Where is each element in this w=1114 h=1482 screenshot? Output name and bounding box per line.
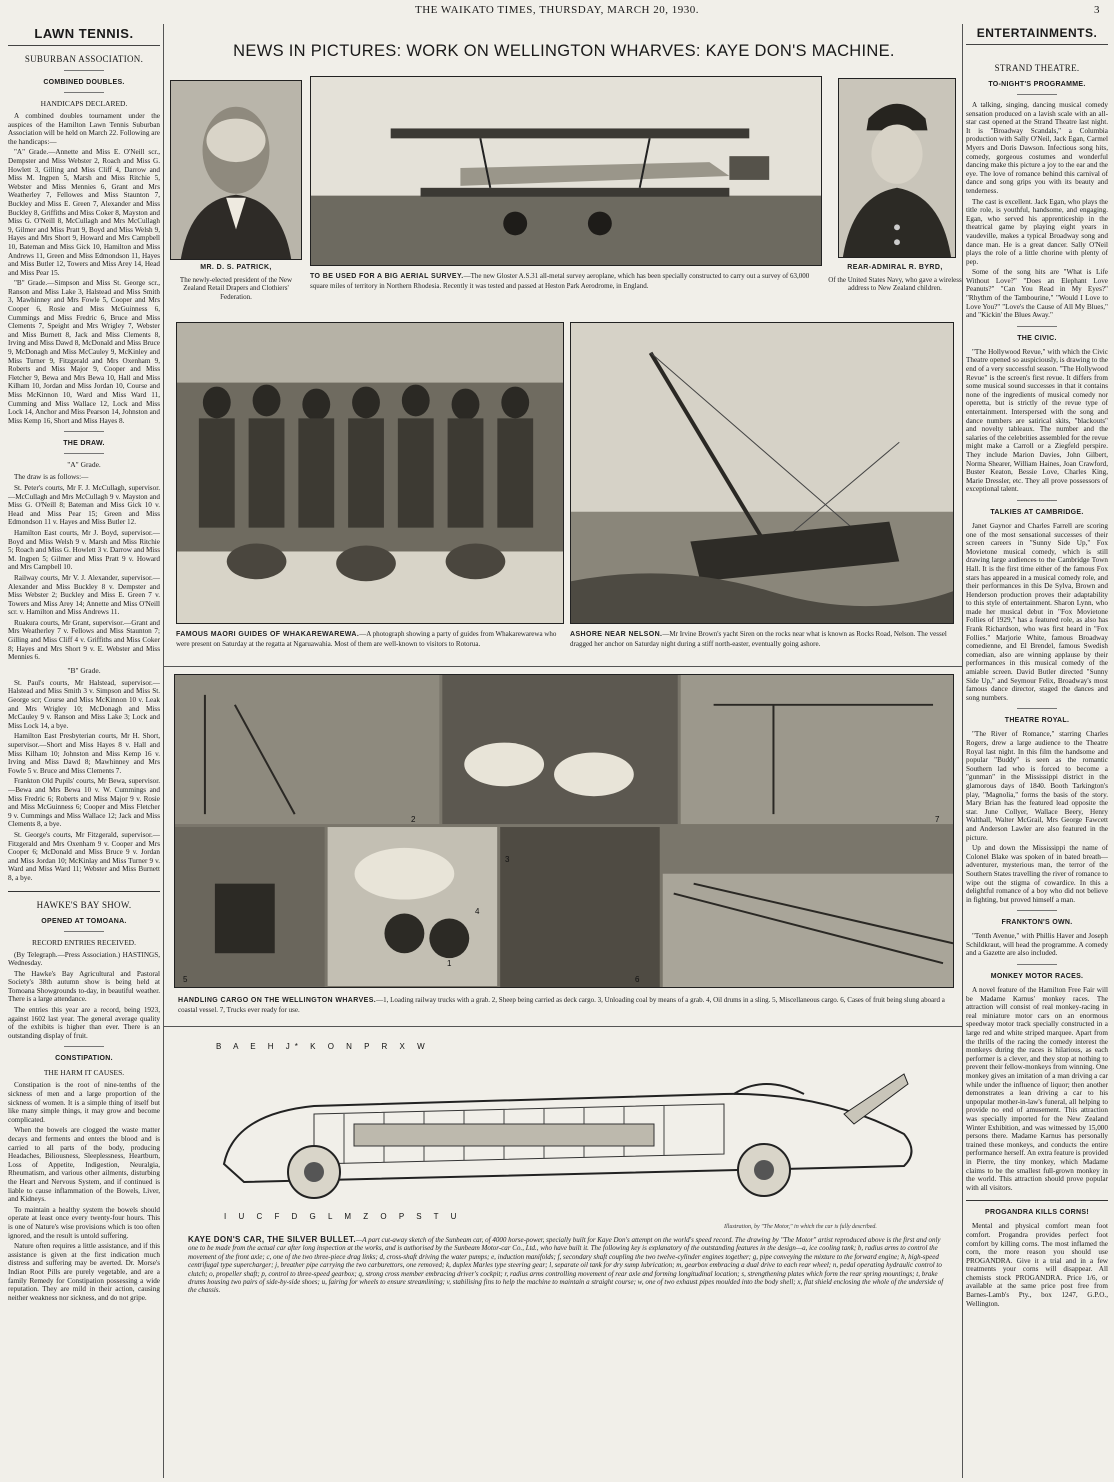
- car-key-letters-bottom: I U C F D G L M Z O P S T U: [224, 1212, 462, 1221]
- divider: [1017, 500, 1057, 501]
- divider: [8, 891, 160, 892]
- article-paragraph: (By Telegraph.—Press Association.) HASTINGS, Wednesday.: [8, 950, 160, 968]
- handicaps-subhead: HANDICAPS DECLARED.: [40, 99, 128, 108]
- article-paragraph: Hamilton East courts, Mr J. Boyd, supervisor.—Boyd and Miss Welsh 9 v. Marsh and Miss Ritchie 5; Roach and Miss G. Howlett 3 v. Darrow and Miss M. Ingpen 5; Gilmer and Miss Pratt 9 v. Howard and Mrs Campbell 10.: [8, 528, 160, 572]
- illustration-credit: Illustration, by "The Motor," in which the car is fully described.: [724, 1224, 877, 1230]
- car-caption-text: —A part cut-away sketch of the Sunbeam car, of 4000 horse-power, specially built for Kaye Don's attempt on the world's speed record. The drawing by "The Motor" artist reproduced above is the first and only one to be made from the actual car after long inspection at the works, and is authorised by the Sunbeam Motor-car Co., Ltd., who have built it. The following key is explanatory of the outstanding features in the design—a, ice cooling tank; b, radius arms to control the movement of the front axle; c, one of the two three-piece drag links; d, cross-shaft driving the water pumps; e, induction manifolds; f, secondary shaft coupling the two twelve-cylinder engines together; g, pipe conveying the mixture to the forward engine; h, high-speed centrifugal type supercharger; j, breather pipe carrying the two carburettors, one removed; k, duplex Marles type steering gear; l, separate oil tank for dry sump lubrication; m, gearbox embracing a dual drive to each rear wheel; n, pedal operating hydraulic control to clutch; o, propeller shaft; p, control to three-speed gearbox; q, strong cross member embracing driver's cockpit; r, radius arms controlling movement of rear axle and forming longitudinal location; s, strengthening plates which form the rear spring mountings; t, brake drums housing two pairs of side-by-side shoes; u, fairing for wheels to ensure streamlining; v, stabilising fins to help the machine to maintain a straight course; w, one of two exhaust pipes moulded into the body shell; x, flat shield enclosing the whole of the underside of the chassis.: [188, 1236, 944, 1295]
- photo-number: 6: [635, 975, 640, 984]
- pictures-section: [163, 24, 963, 1478]
- aeroplane-caption: [310, 272, 822, 290]
- b-grade-subhead: "B" Grade.: [67, 665, 101, 675]
- franktons-own-heading: FRANKTON'S OWN.: [1001, 919, 1073, 927]
- right-column: [966, 24, 1108, 1478]
- divider: [64, 70, 104, 71]
- car-caption: [188, 1236, 952, 1295]
- photo-number: 2: [411, 815, 416, 824]
- patrick-caption: [170, 264, 302, 301]
- photo-number: 4: [475, 907, 480, 916]
- section-title: NEWS IN PICTURES: WORK ON WELLINGTON WHARVES: KAYE DON'S MACHINE.: [233, 42, 895, 60]
- divider: [64, 453, 104, 454]
- patrick-caption-text: The newly-elected president of the New Zealand Retail Drapers and Clothiers' Federation.: [179, 275, 293, 301]
- aeroplane-caption-heading: TO BE USED FOR A BIG AERIAL SURVEY.: [310, 273, 464, 280]
- aeroplane-caption-text: —The new Gloster A.S.31 all-metal survey aeroplane, which has been specially constructed to carry out a survey of 63,000 square miles of territory in Northern Rhodesia. Recently it was tested and passed at Heston Park Aerodrome, in England.: [310, 272, 810, 290]
- monkey-motor-races-heading: MONKEY MOTOR RACES.: [990, 973, 1084, 981]
- car-caption-heading: KAYE DON'S CAR, THE SILVER BULLET.: [188, 1235, 356, 1244]
- maori-guides-photo: [176, 322, 564, 624]
- article-paragraph: A novel feature of the Hamilton Free Fair will be Madame Karnus' monkey races. The attraction will consist of real monkey-racing in real miniature motor cars on an enormous speedway motor track specially constructed in a large red and white striped marquee. Apart from the thrills of the racing the comedy interest the monkeys during the races is hilarious, as each performer is a clever, and they stop at nothing to prevent their fellow-monkeys from winning. One monkey gives an imitation of a man driving a car while under the influence of liquor; then another demonstrates a lean driving a car to his unpopular mother-in-law's funeral, all helping to provide no end of amusement. This attraction was specially imported for the New Zealand Winter Exhibition, and was witnessed by 15,000 persons there. Madame Karnus has personally trained these monkeys, and conducts the entire performance herself. An extra feature is provided in Pierre, the tiny monkey, which Madame claims to be the smallest full-grown monkey in the world. This attraction should prove popular with all visitors.: [966, 986, 1108, 1192]
- divider: [1017, 326, 1057, 327]
- progandra-heading: PROGANDRA KILLS CORNS!: [985, 1209, 1089, 1217]
- article-paragraph: Mental and physical comfort mean foot comfort. Progandra provides perfect foot comfort by killing corns. The most inflamed the corn, the more reason you should use PROGANDRA. Give it a trial and in a few treatments your corns will disappear. All chemists stock PROGANDRA. Price 1/6, or available at the same price post free from Barnes-Lamb's Pty., box 1247, G.P.O., Wellington.: [966, 1222, 1108, 1308]
- divider: [64, 92, 104, 93]
- byrd-name: REAR-ADMIRAL R. BYRD,: [847, 264, 943, 271]
- wharf-caption-text: —1, Loading railway trucks with a grab. 2, Sheep being carried as deck cargo. 3, Unloading coal by means of a grab. 4, Oil drums in a sling. 5, Miscellaneous cargo. 6, Cases of fruit being slung aboard a coastal vessel. 7, Trucks ever ready for use.: [178, 996, 945, 1014]
- silver-bullet-drawing: [204, 1054, 924, 1210]
- hawkes-bay-heading: HAWKE'S BAY SHOW.: [36, 899, 132, 910]
- photo-number: 7: [935, 815, 940, 824]
- section-divider: [164, 1026, 963, 1027]
- theatre-royal-heading: THEATRE ROYAL.: [1004, 717, 1070, 725]
- divider: [1017, 94, 1057, 95]
- civic-heading: THE CIVIC.: [1017, 334, 1057, 342]
- article-paragraph: Up and down the Mississippi the name of Colonel Blake was spoken of in bated breath—adventurer, mysterious man, the terror of the Southern States travelling the river of romance to wipe out the stigma of cowardice. In this a delightful romance of a boy who did not believe in fighting, but proved himself a man.: [966, 844, 1108, 904]
- article-paragraph: St. George's courts, Mr Fitzgerald, supervisor.—Fitzgerald and Mrs Oxenham 9 v. Cooper and Mrs Cooper 6; McDonald and Miss Bruce 9 v. Jordan and Miss Jordan 10; McKinlay and Miss Turner 9 v. Ward and Miss Ward 11; Webster and Miss Burnett 8, a bye.: [8, 830, 160, 882]
- photo-number: 3: [505, 855, 510, 864]
- divider: [1017, 910, 1057, 911]
- article-paragraph: The draw is as follows:—: [14, 473, 89, 482]
- record-entries-subhead: RECORD ENTRIES RECEIVED.: [32, 937, 136, 947]
- divider: [1017, 708, 1057, 709]
- article-paragraph: A talking, singing, dancing musical comedy sensation produced on a lavish scale with an all-star cast opened at the Strand Theatre last night. It is "Broadway Scandals," a Columbia production with Sally O'Neil, Jack Egan, Carmel Myers and Doris Dawson. Infectious song hits, comedy, gorgeous costumes and wonderful dancing make this picture a joy to the ear and the eye. The love of romance behind this carnival of dance and song grips you with its beauty and tenderness.: [966, 101, 1108, 195]
- article-paragraph: When the bowels are clogged the waste matter decays and ferments and enters the blood and is carried to all parts of the body, producing Headaches, Biliousness, Sleeplessness, Heartburn, Loss of Appetite, Indigestion, Neuralgia, Rheumatism, and various other ailments, disturbing the Heart and Nervous System, and if continued is liable to cause inflammation of the Bowels, Liver, and Kidneys.: [8, 1126, 160, 1204]
- constipation-heading: CONSTIPATION.: [55, 1055, 113, 1063]
- car-key-letters-top: B A E H J* K O N P R X W: [216, 1042, 430, 1051]
- article-paragraph: "The Hollywood Revue," with which the Civic Theatre opened so auspiciously, is drawing to the end of a very successful season. "The Hollywood Revue" is the screen's first revue. It differs from some musical sound successes in that it contains none of the ingredients of musical comedy nor operetta, but is strictly of the revue type of entertainment. Interspersed with the song and dance numbers are satirical skits, "blackouts" and novelty tableaux. The number and the salaries of the celebrities assembled for the revue might make a Carroll or a Ziegfeld perspire. They include Marion Davies, John Gilbert, Norma Shearer, William Haines, Joan Crawford, Buster Keaton, Bessie Love, Charles King, Marie Dressler, etc. They all prove possessors of exceptional talent.: [966, 347, 1108, 494]
- article-paragraph: St. Paul's courts, Mr Halstead, supervisor.—Halstead and Miss Smith 3 v. Simpson and Miss St. George scr; Course and Miss McKinnon 10 v. Leak and Mrs Wrigley 10; McDonagh and Miss McCauley 9 v. Ranson and Miss Lake 3; Lock and Miss Lock 14, a bye.: [8, 678, 160, 730]
- page-number: 3: [1094, 4, 1100, 16]
- divider: [64, 1046, 104, 1047]
- wharf-caption-heading: HANDLING CARGO ON THE WELLINGTON WHARVES.: [178, 997, 377, 1004]
- strand-theatre-heading: STRAND THEATRE.: [994, 63, 1080, 73]
- article-paragraph: Nature often requires a little assistance, and if this assistance is given at the first indication much distress and suffering may be averted. Dr. Morse's Indian Root Pills are purely vegetable, and are a family Remedy for Constipation possessing a wide reputation. They are mild in their action, causing neither weakness nor sickness, and do not gripe.: [8, 1242, 160, 1302]
- divider: [1017, 964, 1057, 965]
- divider: [64, 931, 104, 932]
- article-paragraph: "The River of Romance," starring Charles Rogers, drew a large audience to the Theatre Royal last night. In this film the handsome and popular "Buddy" is seen as the romantic Southern lad who is forced to become a "gunman" in the Mississippi district in the glamorous days of 1840. Booth Tarkington's play, "Magnolia," forms the basis of the story. Mary Brian has the featured lead opposite the star. June Collyer, Wallace Beery, Henry Walthall, Walter McGrail, Mrs George Fawcett and Anderson Lawler are also featured in the picture.: [966, 730, 1108, 842]
- yacht-caption: [570, 630, 954, 648]
- article-paragraph: Constipation is the root of nine-tenths of the sickness of men and a large proportion of the sickness of women. It is a simple thing of itself but like many simple things, it may grow and become complicated.: [8, 1081, 160, 1124]
- divider: [64, 431, 104, 432]
- opened-at-tomoana-subhead: OPENED AT TOMOANA.: [41, 917, 127, 925]
- photo-number: 5: [183, 975, 188, 984]
- patrick-portrait-photo: [170, 80, 302, 260]
- article-paragraph: "Tenth Avenue," with Phillis Haver and Joseph Schildkraut, will head the programme. A comedy and a Gazette are also included.: [966, 932, 1108, 958]
- yacht-caption-text: —Mr Irvine Brown's yacht Siren on the rocks near what is known as Rocks Road, Nelson. The vessel dragged her anchor on Saturday night during a stiff north-easter, eventually going ashore.: [570, 630, 947, 648]
- lawn-tennis-heading: LAWN TENNIS.: [8, 24, 160, 46]
- maori-guides-caption-heading: FAMOUS MAORI GUIDES OF WHAKAREWAREWA.: [176, 631, 360, 638]
- article-paragraph: The cast is excellent. Jack Egan, who plays the title role, is youthful, handsome, and engaging. Egan, who served his apprenticeship in the theatrical game by playing eight years in vaudeville, makes a typical Broadway song and dance man. He is a great dancer. Sally O'Neil plays the role of a little chorine with plenty of pep.: [966, 197, 1108, 266]
- yacht-caption-heading: ASHORE NEAR NELSON.: [570, 631, 663, 638]
- article-paragraph: To maintain a healthy system the bowels should operate at least once every twenty-four hours. This is one of Nature's wise provisions which is too often ignored, and the result is untold suffering.: [8, 1205, 160, 1240]
- article-paragraph: Some of the song hits are "What is Life Without Love?" "Does an Elephant Love Peanuts?" "Can You Read in My Eyes?" "Rhythm of the Tambourine," "Would I Love to Love You?" "Love's the Cause of All My Blues," and "Kickin' the Blues Away.": [966, 268, 1108, 320]
- article-paragraph: Hamilton East Presbyterian courts, Mr H. Short, supervisor.—Short and Miss Hayes 8 v. Hall and Miss Kilham 10; Johnston and Miss Kemp 16 v. Irving and Miss Dawd 8; Mawhinney and Mrs Fowle 5 v. Bruce and Miss Clements 7.: [8, 732, 160, 775]
- wharf-montage: [174, 674, 954, 988]
- tonights-programme-subhead: TO-NIGHT'S PROGRAMME.: [988, 81, 1086, 88]
- aeroplane-photo: [310, 76, 822, 266]
- photo-number: 1: [447, 959, 452, 968]
- patrick-name: MR. D. S. PATRICK,: [200, 264, 272, 271]
- article-paragraph: Janet Gaynor and Charles Farrell are scoring one of the most sensational successes of their screen careers in "Sunny Side Up," Fox Movietone musical comedy, which is still drawing large audiences to the Cambridge Town Hall. It is the first time either of the famous Fox stars has appeared in a musical comedy role, and their performances in this De Sylva, Brown and Henderson production proves their adaptability to this style of entertainment. Sharon Lynn, who made her musical debut in "Fox Movietone Follies of 1929," has a featured role, as also has Frank Richardson, who was first heard in "Fox Follies." Marjorie White, famous Broadway comedienne, and El Brendel, famous Swedish comedian, also are winning applause by their performances in this musical comedy of the amiable screen. David Butler directed "Sunny Side Up," and Seymour Felix, Broadway's most famous dance director, staged the dances and song numbers.: [966, 521, 1108, 702]
- article-paragraph: Ruakura courts, Mr Grant, supervisor.—Grant and Mrs Weatherley 7 v. Fellows and Miss Staunton 7; Gilling and Miss Cliff 4 v. Griffiths and Miss Coker 8; Hayes and Mrs Short 9 v. E. Webster and Miss Mennies 6.: [8, 618, 160, 662]
- suburban-association-subhead: SUBURBAN ASSOCIATION.: [24, 54, 144, 64]
- wharf-caption: [178, 996, 954, 1014]
- byrd-caption: [826, 264, 963, 293]
- harm-it-causes-subhead: THE HARM IT CAUSES.: [43, 1068, 125, 1078]
- combined-doubles-subhead: COMBINED DOUBLES.: [43, 79, 125, 86]
- byrd-portrait-photo: [838, 78, 956, 258]
- article-paragraph: The entries this year are a record, being 1923, against 1602 last year. The general average quality of the exhibits is higher than ever. There is an outstanding display of fruit.: [8, 1006, 160, 1040]
- article-paragraph: The Hawke's Bay Agricultural and Pastoral Society's 38th autumn show is being held at Tomoana Showgrounds to-day, in beautiful weather. There is a large attendance.: [8, 969, 160, 1004]
- entertainments-heading: ENTERTAINMENTS.: [966, 24, 1108, 45]
- article-paragraph: St. Peter's courts, Mr F. J. McCullagh, supervisor.—McCullagh and Mrs McCullagh 9 v. Mayston and Miss G. O'Neill 8; Bateman and Miss Gick 10 v. Head and Miss Pear 15; Green and Miss Edmondson 11 v. Hayes and Miss Butler 12.: [8, 483, 160, 527]
- article-paragraph: "A" Grade.—Annette and Miss E. O'Neill scr., Dempster and Miss Webster 2, Roach and Miss G. Howlett 3, Gilling and Miss Cliff 4, Darrow and Miss M. Ingpen 5, Marsh and Miss Ritchie 5, Webster and Miss Mennies 6, Grant and Mrs Weatherley 7, Fellowes and Miss Staunton 7, Buckley and Miss E. Green 7, Alexander and Miss Buckley 8, Griffiths and Miss Coker 8, Mayston and Miss G. O'Neill 8, McCullagh and Mrs McCullagh 9, Gilmer and Miss Pratt 9, Boyd and Miss Welsh 9, Hayes and Mrs Short 9, Howard and Mrs Campbell 10, Bateman and Miss Gick 10, Hamilton and Miss Andrews 11, Green and Miss Edmondson 11, Hayes and Miss Butler 12, Towers and Miss Arey 14, Head and Miss Pear 15.: [8, 148, 160, 277]
- masthead: [0, 4, 1114, 20]
- left-column: [8, 24, 160, 1478]
- section-divider: [164, 666, 963, 667]
- article-paragraph: Railway courts, Mr V. J. Alexander, supervisor.—Alexander and Miss Buckley 8 v. Dempster and Miss Webster 2; Buckley and Miss E. Green 7 v. Towers and Miss Arey 14; Annette and Miss O'Neill scr. v. Hamilton and Miss Andrews 11.: [8, 573, 160, 617]
- yacht-ashore-photo: [570, 322, 954, 624]
- article-paragraph: Frankton Old Pupils' courts, Mr Bewa, supervisor.—Bewa and Mrs Bewa 10 v. W. Cummings and Miss Fredric 6; Roberts and Miss Major 9 v. Rosie and Miss McGuinness 6; Cooper and Miss Fletcher 9 v. Cummings and Miss Wallace 12; Jack and Miss Clements 8, a bye.: [8, 777, 160, 829]
- a-grade-subhead: "A" Grade.: [67, 460, 101, 470]
- article-paragraph: "B" Grade.—Simpson and Miss St. George scr., Ranson and Miss Lake 3, Halstead and Miss Smith 3, Mawhinney and Mrs Fowle 5, Cooper and Mrs Cooper 6, Rosie and Miss McGuinness 6, Cummings and Miss Fredric 6, Bruce and Miss Clements 7, Speight and Mrs Wrigley 7, Webster and Miss Burnett 8, Jack and Miss Clements 8, Irving and Miss Dawd 8, McDonald and Miss Bruce 9, McDonagh and Miss McCauley 9, McKinley and Miss Turner 9, Fitzgerald and Mrs Oxenham 9, Roberts and Miss Major 9, Cooper and Miss Fletcher 9, Bewa and Mrs Bewa 10, Hall and Miss Kilham 10, Jordan and Miss Jordan 10, Course and Miss McKinnon 10, Ward and Miss Ward 11, Cumming and Miss Wallace 12, Lock and Miss Lock 14, Anchor and Miss Pearson 14, Johnston and Miss Kemp 16, Short and Miss Hayes 8.: [8, 279, 160, 425]
- talkies-cambridge-heading: TALKIES AT CAMBRIDGE.: [990, 508, 1084, 516]
- maori-guides-caption-text: —A photograph showing a party of guides from Whakarewarewa who were present on Saturday at the regatta at Ngaruawahia. Most of them are well-known to visitors to Rotorua.: [176, 630, 557, 648]
- maori-guides-caption: [176, 630, 564, 648]
- the-draw-subhead: THE DRAW.: [63, 440, 105, 448]
- article-paragraph: A combined doubles tournament under the auspices of the Hamilton Lawn Tennis Suburban Association will be held on March 22. Following are the handicaps:—: [8, 112, 160, 146]
- byrd-caption-text: Of the United States Navy, who gave a wireless address to New Zealand children.: [828, 275, 962, 292]
- masthead-title: THE WAIKATO TIMES, THURSDAY, MARCH 20, 1930.: [415, 4, 699, 16]
- divider: [966, 1200, 1108, 1201]
